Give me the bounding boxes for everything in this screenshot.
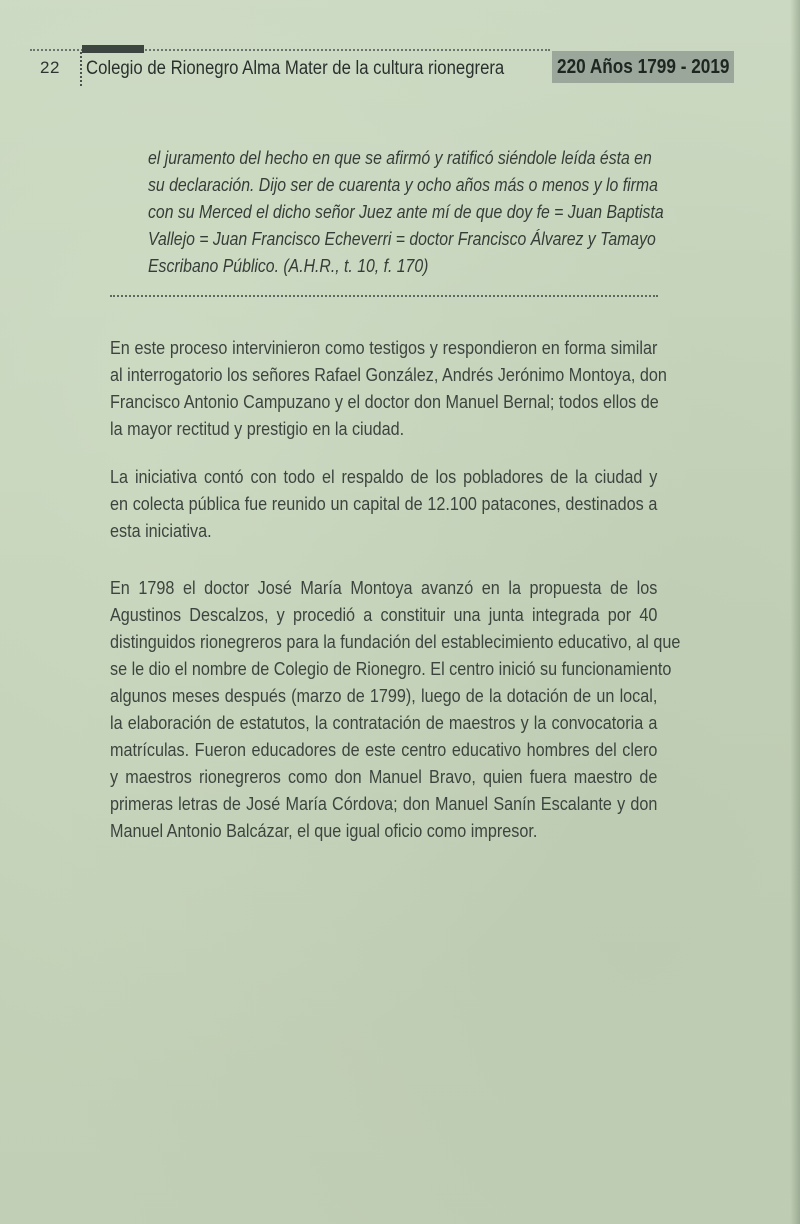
paragraph-witnesses: [110, 334, 667, 442]
quote-line: el juramento del hecho en que se afirmó y ratificó siéndole leída ésta en: [148, 147, 652, 168]
paragraph-funding: [110, 463, 658, 544]
paragraph-line: Agustinos Descalzos, y procedió a constituir una junta integrada por 40: [110, 604, 658, 625]
paragraph-line: distinguidos rionegreros para la fundación del establecimiento educativo, al que: [110, 631, 681, 652]
paragraph-line: y maestros rionegreros como don Manuel Bravo, quien fuera maestro de: [110, 766, 658, 787]
paragraph-line: en colecta pública fue reunido un capital de 12.100 patacones, destinados a: [110, 493, 658, 514]
paragraph-line: al interrogatorio los señores Rafael González, Andrés Jerónimo Montoya, don: [110, 364, 667, 385]
paragraph-line: En este proceso intervinieron como testigos y respondieron en forma similar: [110, 337, 658, 358]
paragraph-line: la elaboración de estatutos, la contratación de maestros y la convocatoria a: [110, 712, 658, 733]
quote-line: Escribano Público. (A.H.R., t. 10, f. 170): [148, 255, 429, 276]
paragraph-line: Francisco Antonio Campuzano y el doctor don Manuel Bernal; todos ellos de: [110, 391, 659, 412]
quotation-block: [148, 144, 728, 279]
quotation-dotted-rule: [110, 295, 658, 297]
paragraph-line: Manuel Antonio Balcázar, el que igual oficio como impresor.: [110, 820, 538, 841]
header-accent-block: [82, 45, 144, 53]
header-separator: [80, 52, 82, 86]
paragraph-foundation: [110, 574, 681, 844]
quote-line: con su Merced el dicho señor Juez ante mí de que doy fe = Juan Baptista: [148, 201, 664, 222]
anniversary-badge-text: 220 Años 1799 - 2019: [556, 55, 730, 78]
paragraph-line: La iniciativa contó con todo el respaldo de los pobladores de la ciudad y: [110, 466, 658, 487]
quote-line: Vallejo = Juan Francisco Echeverri = doctor Francisco Álvarez y Tamayo: [148, 228, 656, 249]
quote-line: su declaración. Dijo ser de cuarenta y ocho años más o menos y lo firma: [148, 174, 658, 195]
paragraph-line: la mayor rectitud y prestigio en la ciudad.: [110, 418, 405, 439]
paragraph-line: esta iniciativa.: [110, 520, 212, 541]
paragraph-line: se le dio el nombre de Colegio de Rionegro. El centro inició su funcionamiento: [110, 658, 672, 679]
paragraph-line: algunos meses después (marzo de 1799), luego de la dotación de un local,: [110, 685, 658, 706]
anniversary-badge: [552, 51, 734, 83]
page-edge-shadow: [790, 0, 800, 1224]
running-title: Colegio de Rionegro Alma Mater de la cultura rionegrera: [86, 58, 505, 79]
paragraph-line: matrículas. Fueron educadores de este centro educativo hombres del clero: [110, 739, 658, 760]
page-number: 22: [40, 58, 60, 77]
paragraph-line: primeras letras de José María Córdova; don Manuel Sanín Escalante y don: [110, 793, 658, 814]
paragraph-line: En 1798 el doctor José María Montoya avanzó en la propuesta de los: [110, 577, 658, 598]
